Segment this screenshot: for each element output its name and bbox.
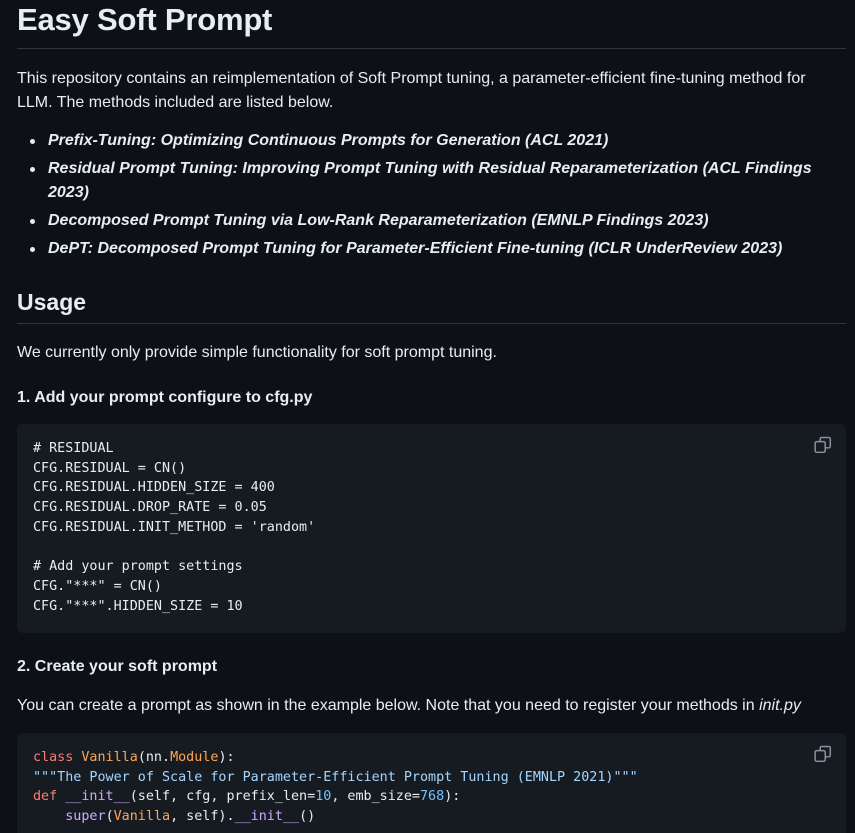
code-class-name: Module <box>170 750 219 765</box>
code-text: , emb_size= <box>331 789 420 805</box>
code-text: () <box>299 809 316 825</box>
prompt-code-block[interactable] <box>17 733 846 833</box>
copy-icon-svg <box>814 745 832 763</box>
code-keyword: class <box>33 750 82 765</box>
code-line: CFG."***".HIDDEN_SIZE = 10 <box>33 598 243 614</box>
list-item <box>17 237 842 261</box>
code-line: CFG.RESIDUAL.HIDDEN_SIZE = 400 <box>33 480 275 496</box>
code-text: ): <box>218 750 235 765</box>
config-code[interactable] <box>33 439 315 616</box>
bullet-dot <box>30 247 35 252</box>
method-title: Prefix-Tuning: Optimizing Continuous Prompts for Generation (ACL 2021) <box>48 132 609 149</box>
title-divider <box>17 48 846 49</box>
bullet-dot <box>30 219 35 224</box>
usage-heading: Usage <box>17 289 87 315</box>
config-code-block[interactable] <box>17 424 846 633</box>
copy-icon-svg <box>814 436 832 454</box>
code-indent <box>33 809 65 824</box>
list-item <box>17 129 842 153</box>
step1-heading: 1. Add your prompt configure to cfg.py <box>17 389 313 406</box>
bullet-dot <box>30 167 35 172</box>
code-function: super <box>65 809 106 825</box>
code-text: (nn. <box>137 750 171 765</box>
code-number: 768 <box>420 789 445 805</box>
code-text: ( <box>105 809 114 825</box>
list-item <box>17 209 842 233</box>
code-line: CFG.RESIDUAL.DROP_RATE = 0.05 <box>33 500 267 516</box>
step2-text: You can create a prompt as shown in the example below. Note that you need to register your methods in <box>17 697 760 714</box>
prompt-code[interactable] <box>33 748 638 827</box>
copy-icon[interactable] <box>814 436 832 454</box>
bullet-dot <box>30 139 35 144</box>
code-text: , self). <box>170 809 235 825</box>
copy-icon[interactable] <box>814 745 832 763</box>
method-title: DePT: Decomposed Prompt Tuning for Parameter-Efficient Fine-tuning (ICLR UnderReview 2023) <box>48 240 783 257</box>
code-number: 10 <box>315 789 332 805</box>
intro-paragraph: This repository contains an reimplementation of Soft Prompt tuning, a parameter-efficient fine-tuning method for LLM. The methods included are listed below. <box>17 70 806 111</box>
code-line: # Add your prompt settings <box>33 559 243 575</box>
code-line: # RESIDUAL <box>33 441 114 456</box>
code-keyword: def <box>33 789 66 805</box>
code-line: CFG.RESIDUAL = CN() <box>33 460 187 476</box>
method-title: Decomposed Prompt Tuning via Low-Rank Reparameterization (EMNLP Findings 2023) <box>48 212 709 229</box>
step2-heading: 2. Create your soft prompt <box>17 658 218 675</box>
code-docstring: """The Power of Scale for Parameter-Efficient Prompt Tuning (EMNLP 2021)""" <box>33 769 638 785</box>
list-item <box>17 157 842 205</box>
code-line: CFG."***" = CN() <box>33 578 162 594</box>
usage-divider <box>17 323 846 324</box>
code-class-name: Vanilla <box>81 750 138 765</box>
method-title: Residual Prompt Tuning: Improving Prompt Tuning with Residual Reparameterization (ACL Findings 2023) <box>48 160 812 201</box>
code-class-name: Vanilla <box>113 809 171 825</box>
code-line: CFG.RESIDUAL.INIT_METHOD = 'random' <box>33 519 316 535</box>
step2-description <box>17 694 801 718</box>
usage-description: We currently only provide simple functionality for soft prompt tuning. <box>17 344 497 361</box>
page-title: Easy Soft Prompt <box>17 2 273 37</box>
code-function: __init__ <box>234 809 300 825</box>
init-file-name: init.py <box>759 697 801 714</box>
code-text: (self, cfg, prefix_len= <box>129 789 316 805</box>
code-function: __init__ <box>65 789 130 805</box>
code-text: ): <box>444 789 461 805</box>
methods-list <box>17 129 842 265</box>
